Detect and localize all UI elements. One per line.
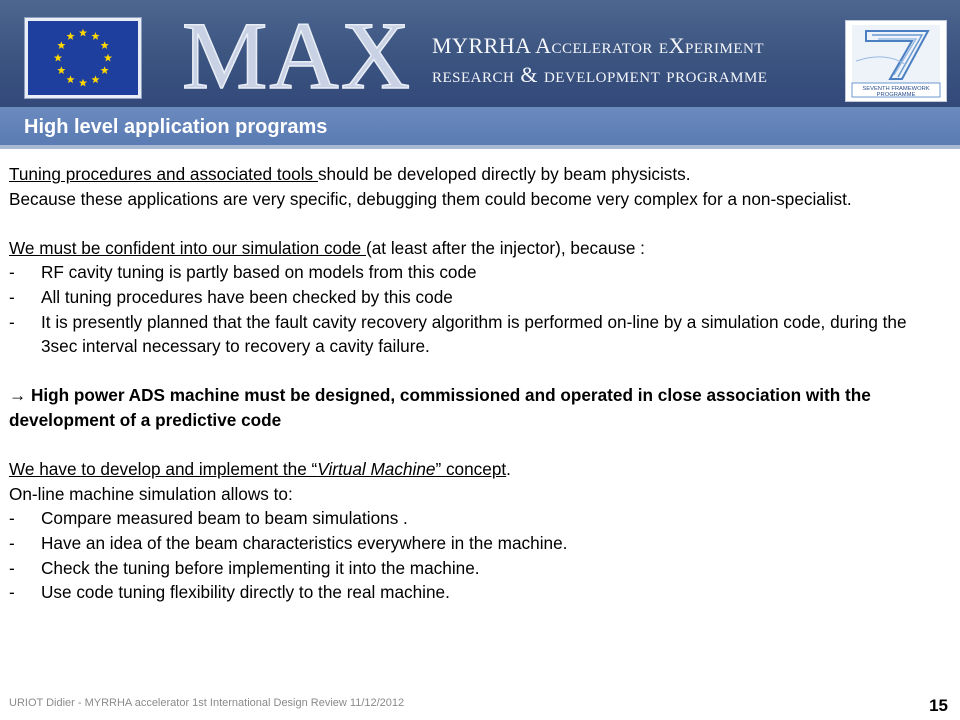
section-bar <box>0 107 960 149</box>
svg-text:MAX: MAX <box>182 2 413 100</box>
text-span: (at least after the injector), because : <box>366 237 645 258</box>
max-logo <box>178 2 418 100</box>
eu-flag-logo <box>25 18 141 98</box>
header-banner <box>0 0 960 107</box>
spacer <box>9 433 944 458</box>
list-item: - It is presently planned that the fault cavity recovery algorithm is performed on-line by a simulation code, during the 3sec interval necessary to recovery a cavity failure. <box>9 310 944 359</box>
page-number: 15 <box>929 696 948 715</box>
list-item: - Check the tuning before implementing it into the machine. <box>9 556 944 581</box>
list-item: - RF cavity tuning is partly based on models from this code <box>9 260 944 285</box>
eu-star-icon <box>104 54 112 62</box>
text-span: We have to develop and implement the “ <box>9 459 318 480</box>
eu-star-icon <box>79 79 87 87</box>
paragraph-confidence <box>9 236 944 261</box>
svg-text:PROGRAMME: PROGRAMME <box>876 92 916 98</box>
text-span: . <box>506 459 511 480</box>
eu-star-icon <box>91 32 99 40</box>
list-item: - All tuning procedures have been checked by this code <box>9 285 944 310</box>
eu-star-icon <box>54 54 62 62</box>
programme-title-line2: research & development programme <box>432 62 768 87</box>
section-title: High level application programs <box>24 116 328 138</box>
underlined-phrase: We must be confident into our simulation code <box>9 237 366 258</box>
eu-stars-icon <box>28 21 138 95</box>
paragraph-virtual-machine <box>9 457 944 482</box>
slide-body <box>9 162 944 605</box>
italic-term: Virtual Machine <box>317 459 436 480</box>
eu-star-icon <box>66 75 74 83</box>
text-span: ” concept <box>435 459 507 480</box>
list-item: - Compare measured beam to beam simulations . <box>9 506 944 531</box>
eu-star-icon <box>66 32 74 40</box>
capabilities-list <box>9 506 944 604</box>
eu-star-icon <box>101 41 109 49</box>
reasons-list <box>9 260 944 358</box>
eu-star-icon <box>101 66 109 74</box>
paragraph-specific: Because these applications are very specific, debugging them could become very complex for a non-specialist. <box>9 188 852 209</box>
fp7-seven-icon <box>846 21 946 101</box>
svg-text:SEVENTH FRAMEWORK: SEVENTH FRAMEWORK <box>862 86 930 92</box>
paragraph-online-simulation: On-line machine simulation allows to: <box>9 483 293 504</box>
list-item: - Have an idea of the beam characteristics everywhere in the machine. <box>9 531 944 556</box>
text-span: should be developed directly by beam physicists. <box>317 164 691 184</box>
paragraph-tuning <box>9 162 944 187</box>
spacer <box>9 359 944 384</box>
eu-star-icon <box>57 66 65 74</box>
eu-star-icon <box>91 75 99 83</box>
underlined-phrase <box>9 459 506 479</box>
underlined-phrase: Tuning procedures and associated tools <box>9 164 318 184</box>
list-item: - Use code tuning flexibility directly to the real machine. <box>9 580 944 605</box>
footer-text: URIOT Didier - MYRRHA accelerator 1st International Design Review 11/12/2012 <box>9 697 405 709</box>
eu-star-icon <box>57 41 65 49</box>
programme-title-line1: MYRRHA Accelerator eXperiment <box>432 33 764 58</box>
spacer <box>9 211 944 236</box>
fp7-logo <box>845 20 947 102</box>
conclusion-statement: → High power ADS machine must be designed, commissioned and operated in close association with the development of a predictive code <box>9 385 871 430</box>
eu-star-icon <box>79 29 87 37</box>
